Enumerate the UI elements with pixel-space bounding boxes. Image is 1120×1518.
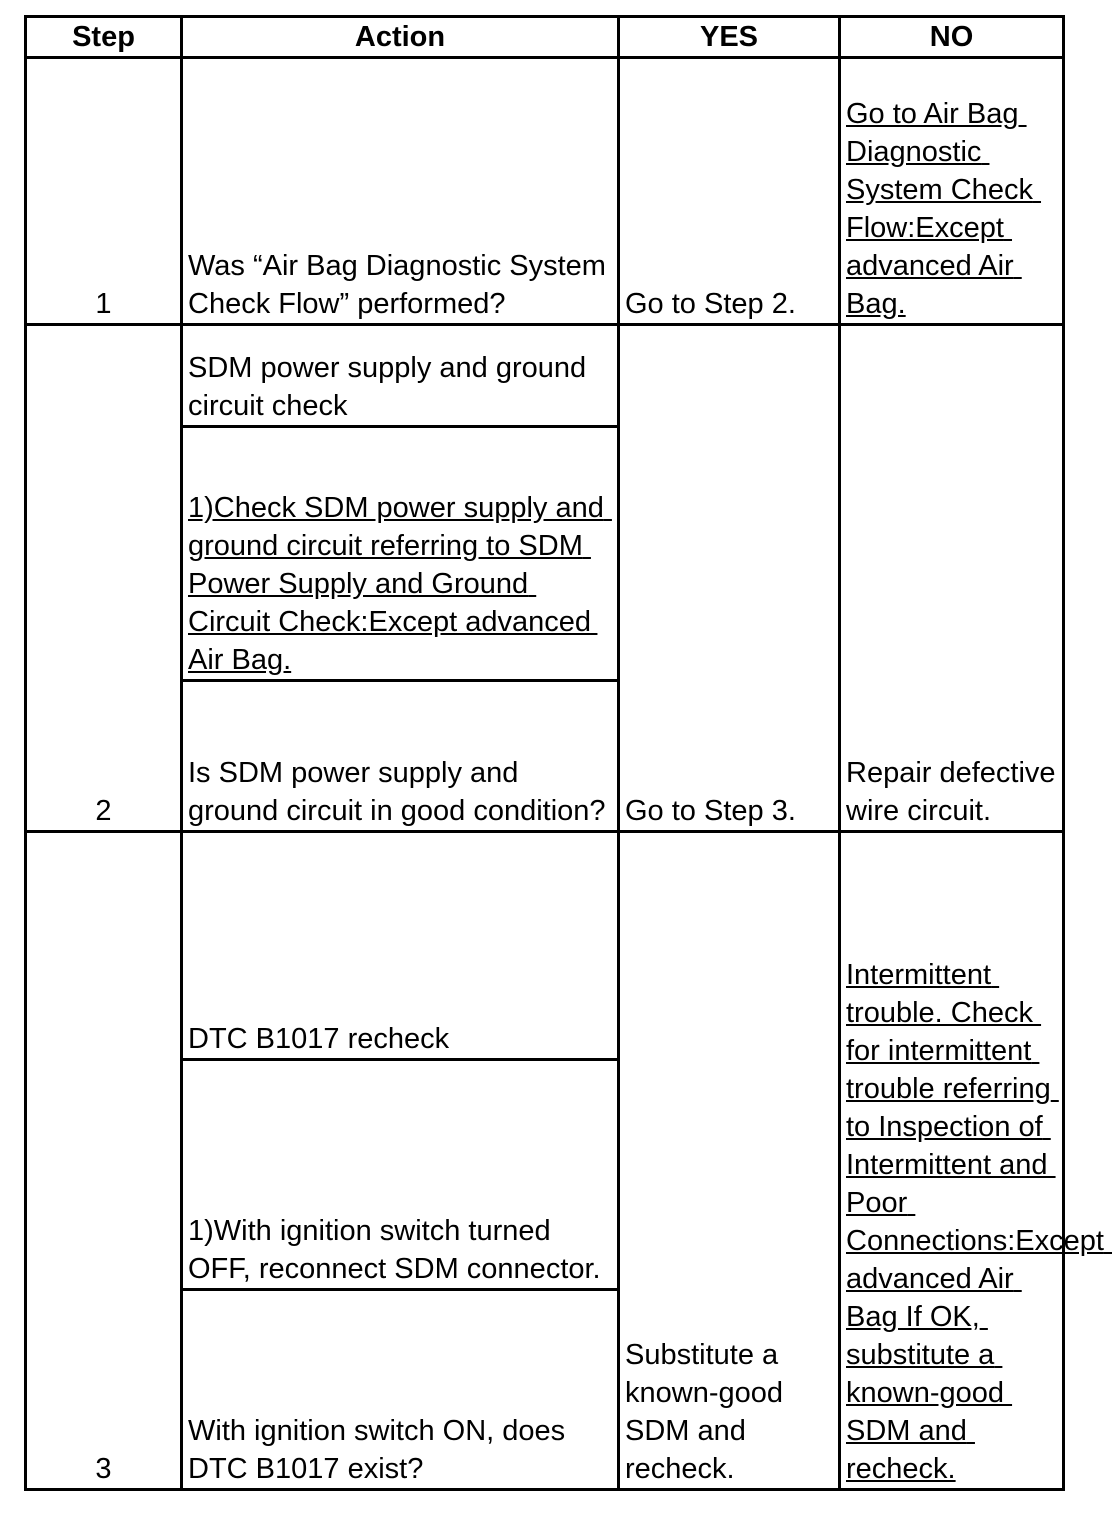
step-number: 3 (26, 832, 182, 1490)
no-cell (840, 58, 1064, 325)
yes-text: Substitute a known-good SDM and recheck. (625, 1339, 792, 1485)
table-header-row (26, 17, 1064, 58)
action-instruction (182, 1060, 619, 1290)
step-number: 1 (26, 58, 182, 325)
action-title-text: SDM power supply and ground circuit check (188, 352, 595, 422)
action-question-text: Was “Air Bag Diagnostic System Check Flow” performed? (188, 250, 614, 320)
action-question-text: With ignition switch ON, does DTC B1017 exist? (188, 1415, 574, 1485)
no-text: Repair defective wire circuit. (846, 757, 1064, 827)
table-row (26, 58, 1064, 325)
action-title-text: DTC B1017 recheck (188, 1023, 450, 1055)
header-action: Action (182, 17, 619, 58)
no-cell (840, 325, 1064, 832)
no-cell (840, 832, 1112, 1490)
no-link[interactable]: Go to Air Bag Diagnostic System Check Flow:Except advanced Air Bag. (846, 98, 1042, 320)
action-title (182, 325, 619, 427)
action-instruction (182, 427, 619, 681)
yes-cell (619, 58, 840, 325)
yes-text: Go to Step 2. (625, 288, 796, 320)
table-row (26, 325, 1064, 427)
action-instruction-text: 1)With ignition switch turned OFF, reconnect SDM connector. (188, 1215, 601, 1285)
action-instruction-link[interactable]: 1)Check SDM power supply and ground circuit referring to SDM Power Supply and Ground Circuit Check:Except advanced Air Bag. (188, 492, 612, 676)
action-question-text: Is SDM power supply and ground circuit in good condition? (188, 757, 606, 827)
action-question (182, 1290, 619, 1490)
header-yes: YES (619, 17, 840, 58)
diagnostic-table (24, 15, 1112, 1491)
yes-cell (619, 325, 840, 832)
no-link[interactable]: Intermittent trouble. Check for intermittent trouble referring to Inspection of Intermittent and Poor Connections:Except advanced Air Bag If OK, substitute a known-good SDM and recheck. (846, 959, 1112, 1485)
action-question (182, 681, 619, 832)
yes-text: Go to Step 3. (625, 795, 796, 827)
table-row (26, 832, 1064, 1060)
step-number: 2 (26, 325, 182, 832)
yes-cell (619, 832, 840, 1490)
action-title (182, 832, 619, 1060)
header-no: NO (840, 17, 1064, 58)
action-question (182, 58, 619, 325)
header-step: Step (26, 17, 182, 58)
